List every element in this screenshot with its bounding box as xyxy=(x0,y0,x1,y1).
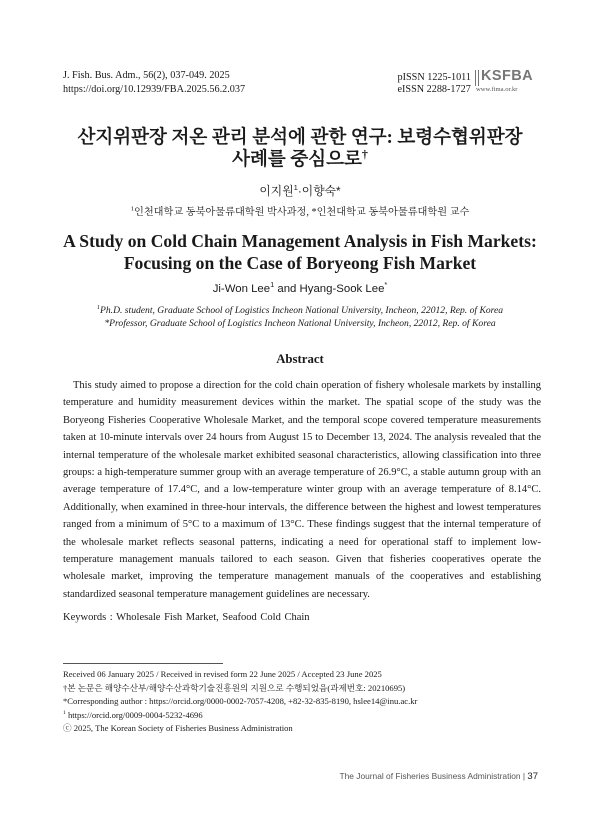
page-header xyxy=(63,69,541,99)
copyright-notice: ⓒ 2025, The Korean Society of Fisheries Business Administration xyxy=(63,723,293,734)
footnotes xyxy=(63,668,417,736)
korean-author2: ·이향숙* xyxy=(297,184,341,198)
english-title-line2: Focusing on the Case of Boryeong Fish Market xyxy=(123,252,477,273)
english-author1-sup: 1 xyxy=(270,280,275,290)
english-author2-sup: * xyxy=(384,280,388,290)
english-affiliation-1-row xyxy=(0,304,600,317)
journal-reference: J. Fish. Bus. Adm., 56(2), 037-049. 2025 xyxy=(63,70,230,81)
pissn: pISSN 1225-1011 xyxy=(397,72,471,83)
logo-bars-icon xyxy=(475,70,479,86)
footer-journal: The Journal of Fisheries Business Administration xyxy=(339,771,521,781)
issn-block xyxy=(398,72,472,95)
logo-text: KSFBA xyxy=(481,68,533,84)
korean-authors xyxy=(0,182,600,199)
english-affiliation-1: Ph.D. student, Graduate School of Logistics Incheon National University, Incheon, 22012, Rep. of Korea xyxy=(100,305,504,316)
footnote-divider xyxy=(63,663,223,664)
footer-separator: | xyxy=(520,771,528,781)
ksfba-logo xyxy=(475,69,541,99)
author1-orcid[interactable]: https://orcid.org/0009-0004-5232-4696 xyxy=(65,709,203,720)
korean-author1: 이지원 xyxy=(259,184,294,198)
korean-title-line2-wrap xyxy=(0,146,600,171)
logo-url: www.fima.or.kr xyxy=(476,86,518,93)
corresponding-author: *Corresponding author : https://orcid.org/0000-0002-7057-4208, +82-32-835-8190, hslee14@inu.ac.kr xyxy=(63,696,418,707)
korean-title-line2: 사례를 중심으로 xyxy=(232,150,362,170)
funding-note: †본 논문은 해양수산부/해양수산과학기술진흥원의 지원으로 수행되었음(과제번호: 20210695) xyxy=(63,682,406,693)
korean-affil-text: 인천대학교 동북아물류대학원 박사과정, *인천대학교 동북아물류대학원 교수 xyxy=(134,207,470,218)
korean-title xyxy=(0,127,600,171)
english-title xyxy=(0,231,600,274)
eissn: eISSN 2288-1727 xyxy=(397,83,471,95)
page-number: 37 xyxy=(527,771,538,782)
funding-mark: † xyxy=(361,146,368,161)
english-affiliation-2: *Professor, Graduate School of Logistics Incheon National University, Incheon, 22012, Rep. of Korea xyxy=(104,318,496,329)
korean-affiliation xyxy=(0,203,600,218)
korean-affil-sup: 1 xyxy=(130,205,134,213)
english-affil1-sup: 1 xyxy=(96,303,101,311)
english-author1: Ji-Won Lee xyxy=(212,283,271,295)
english-authors xyxy=(0,280,600,295)
author1-orcid-row xyxy=(63,709,417,723)
english-affiliations xyxy=(0,304,600,330)
english-title-line1: A Study on Cold Chain Management Analysis in Fish Markets: xyxy=(63,231,537,251)
abstract-body: This study aimed to propose a direction for the cold chain operation of fishery wholesale markets by installing temperature and humidity measurement devices within the market. The spatial scope of the study was the Boryeong Fisheries Cooperative Wholesale Market, and the temporal scope covered temperature measurements taken at 10-minute intervals over 24 hours from August 15 to December 13, 2024. The analysis revealed that the internal temperature of the wholesale market exhibited seasonal characteristics, allowing classification into three groups: a high-temperature summer group with an average temperature of 26.9°C, a stable autumn group with an average temperature of 17.4°C, and a low-temperature winter group with an average temperature of 8.14°C. Additionally, when examined in three-hour intervals, the difference between the highest and lowest temperatures ranged from a minimum of 5°C to a maximum of 13°C. These findings suggest that the internal temperature of the wholesale market reflects seasonal patterns, indicating a need for operational staff to implement low-temperature management manuals tailored to each season. Given that fisheries cooperatives operate the wholesale market, improving the temperature management manuals of the cooperatives and establishing standardized seasonal temperature management guidelines are necessary. xyxy=(63,380,541,600)
korean-title-line1: 산지위판장 저온 관리 분석에 관한 연구: 보령수협위판장 xyxy=(77,128,523,148)
abstract-heading: Abstract xyxy=(276,352,324,366)
korean-author1-sup: 1 xyxy=(293,183,298,193)
page-footer xyxy=(340,771,539,782)
english-author2: and Hyang-Sook Lee xyxy=(274,283,385,295)
doi-link[interactable]: https://doi.org/10.12939/FBA.2025.56.2.037 xyxy=(63,83,246,95)
citation-block xyxy=(63,69,245,96)
keywords: Keywords : Wholesale Fish Market, Seafood Cold Chain xyxy=(63,612,310,623)
received-dates: Received 06 January 2025 / Received in revised form 22 June 2025 / Accepted 23 June 2025 xyxy=(63,669,382,679)
orcid-sup: 1 xyxy=(63,709,66,716)
